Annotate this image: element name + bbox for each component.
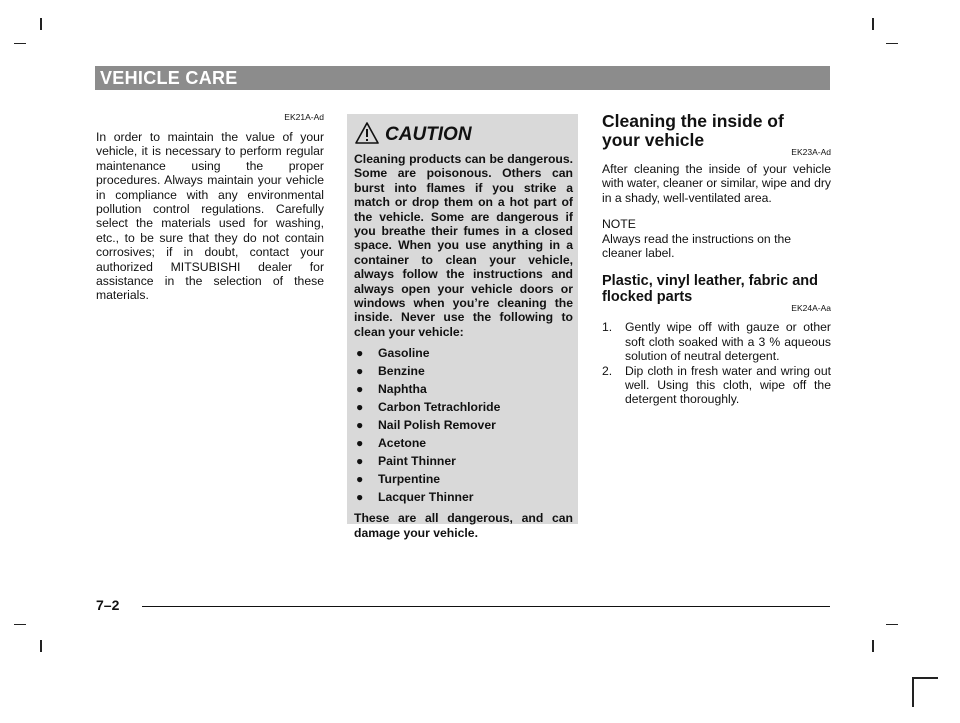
reference-code: EK24A-Aa [791,303,831,314]
list-item: ● Lacquer Thinner [356,490,474,505]
reference-code: EK21A-Ad [284,112,324,122]
caution-intro: Cleaning products can be dangerous. Some are poisonous. Others can burst into flames if you strike a match or drop them on a hot part of the vehicle. Some are dangerous if you breathe their fumes in a closed space. When you use anything in a container to clean your vehicle, always follow the instructions and always open your vehicle doors or windows when you’re cleaning the inside. Never use the following to clean your vehicle: [354,152,573,339]
bullet-icon: ● [356,454,364,469]
subsection-heading: Plastic, vinyl leather, fabric and flocked parts [602,273,818,306]
section-header [95,66,830,90]
crop-mark [40,18,42,30]
bullet-icon: ● [356,418,364,433]
crop-mark [872,640,874,652]
warning-triangle-icon [355,122,379,149]
steps-list [602,320,831,406]
note-text: Always read the instructions on the cleaner label. [602,231,792,261]
note-label: NOTE [602,217,636,232]
bullet-icon: ● [356,490,364,505]
list-item: ● Gasoline [356,346,430,361]
list-item: ● Turpentine [356,472,441,487]
crop-mark [886,624,898,625]
list-item: ● Nail Polish Remover [356,418,496,433]
list-item: ● Acetone [356,436,427,451]
bullet-icon: ● [356,400,364,415]
bullet-icon: ● [356,472,364,487]
list-item: ● Naphtha [356,382,427,397]
bullet-icon: ● [356,346,364,361]
cleaning-paragraph: After cleaning the inside of your vehicle with water, cleaner or similar, wipe and dry in a shady, well-ventilated area. [602,162,831,205]
bullet-icon: ● [356,364,364,379]
crop-mark [886,43,898,44]
page-number: 7–2 [96,597,120,613]
prohibited-list [354,344,573,506]
intro-paragraph: In order to maintain the value of your vehicle, it is necessary to perform regular maintenance using the proper procedures. Always maintain your vehicle in compliance with any environmental pollution control regulations. Carefully select the materials used for washing, etc., to be sure that they do not contain corrosives; if in doubt, contact your authorized MITSUBISHI dealer for assistance in the selection of these materials. [96,130,324,303]
section-heading: Cleaning the inside of your vehicle [602,111,784,150]
crop-mark [40,640,42,652]
footer-rule [142,606,830,607]
left-column [96,112,324,303]
caution-box [347,114,578,540]
caution-body [354,152,573,540]
list-item: 2. Dip cloth in fresh water and wring out well. Using this cloth, wipe off the detergent thoroughly. [602,363,831,407]
right-column [602,112,831,407]
list-item: ● Carbon Tetrachloride [356,400,501,415]
bullet-icon: ● [356,436,364,451]
reference-code: EK23A-Ad [791,147,831,157]
list-item: 1. Gently wipe off with gauze or other soft cloth soaked with a 3 % aqueous solution of neutral detergent. [602,320,831,364]
crop-mark [912,677,938,679]
crop-mark [872,18,874,30]
caution-outro: These are all dangerous, and can damage your vehicle. [354,511,573,540]
section-title: VEHICLE CARE [100,68,238,88]
bullet-icon: ● [356,382,364,397]
caution-title: CAUTION [385,124,472,145]
crop-mark [14,624,26,625]
crop-mark [14,43,26,44]
list-item: ● Benzine [356,364,425,379]
crop-mark [912,677,914,707]
list-item: ● Paint Thinner [356,454,456,469]
